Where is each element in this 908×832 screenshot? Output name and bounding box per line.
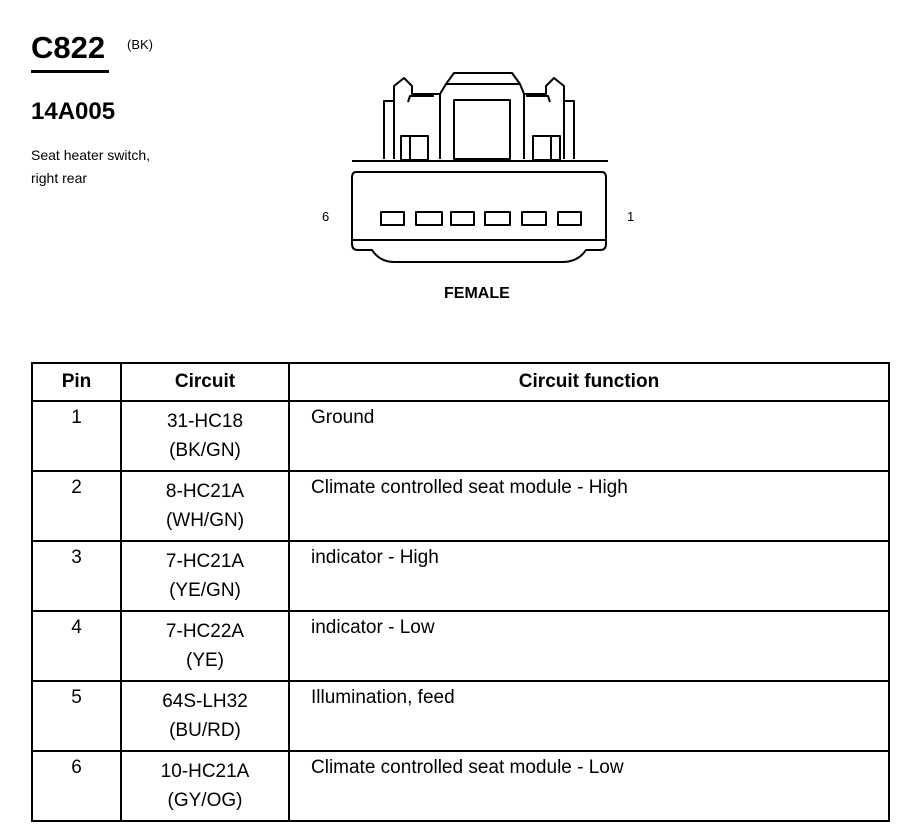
- pin-cell: 2: [32, 471, 121, 541]
- function-cell: Climate controlled seat module - High: [289, 471, 889, 541]
- wire-color: (YE/GN): [169, 580, 241, 601]
- circuit-cell: [121, 611, 289, 681]
- connector-id-underline: [31, 70, 109, 73]
- connector-gender-label: FEMALE: [444, 285, 510, 302]
- circuit-number: 7-HC22A: [165, 621, 245, 642]
- circuit-cell: [121, 541, 289, 611]
- part-number: 14A005: [31, 98, 116, 125]
- circuit-number: 10-HC21A: [160, 761, 250, 782]
- pin-cell: 4: [32, 611, 121, 681]
- wire-color: (WH/GN): [165, 510, 245, 531]
- description-line-1: Seat heater switch,: [31, 147, 151, 163]
- table-row: [32, 471, 889, 541]
- table-row: [32, 611, 889, 681]
- function-cell: indicator - Low: [289, 611, 889, 681]
- pin-cell: 1: [32, 401, 121, 471]
- connector-face-diagram: [350, 68, 612, 268]
- header-circuit-function: Circuit function: [289, 363, 889, 401]
- wire-color: (GY/OG): [167, 790, 243, 811]
- wire-color: (YE): [186, 650, 224, 671]
- table-row: [32, 401, 889, 471]
- wire-color: (BU/RD): [169, 720, 241, 741]
- circuit-number: 31-HC18: [166, 411, 244, 432]
- connector-id: C822: [31, 30, 106, 65]
- circuit-number: 8-HC21A: [165, 481, 245, 502]
- table-header-row: [32, 363, 889, 401]
- circuit-cell: [121, 401, 289, 471]
- pin-1-label: 1: [627, 209, 635, 224]
- pin-cell: 3: [32, 541, 121, 611]
- pin-cell: 5: [32, 681, 121, 751]
- circuit-cell: [121, 471, 289, 541]
- header-pin: Pin: [32, 363, 121, 401]
- pin-cell: 6: [32, 751, 121, 821]
- function-cell: Illumination, feed: [289, 681, 889, 751]
- wire-color: (BK/GN): [169, 440, 241, 461]
- table-row: [32, 681, 889, 751]
- table-row: [32, 751, 889, 821]
- circuit-number: 64S-LH32: [162, 691, 248, 712]
- pin-table: [31, 362, 890, 822]
- circuit-cell: [121, 751, 289, 821]
- function-cell: Ground: [289, 401, 889, 471]
- description-line-2: right rear: [31, 170, 88, 186]
- function-cell: Climate controlled seat module - Low: [289, 751, 889, 821]
- header-circuit: Circuit: [121, 363, 289, 401]
- pin-6-label: 6: [322, 209, 330, 224]
- circuit-cell: [121, 681, 289, 751]
- connector-color-code: (BK): [127, 37, 153, 52]
- circuit-number: 7-HC21A: [165, 551, 245, 572]
- table-row: [32, 541, 889, 611]
- function-cell: indicator - High: [289, 541, 889, 611]
